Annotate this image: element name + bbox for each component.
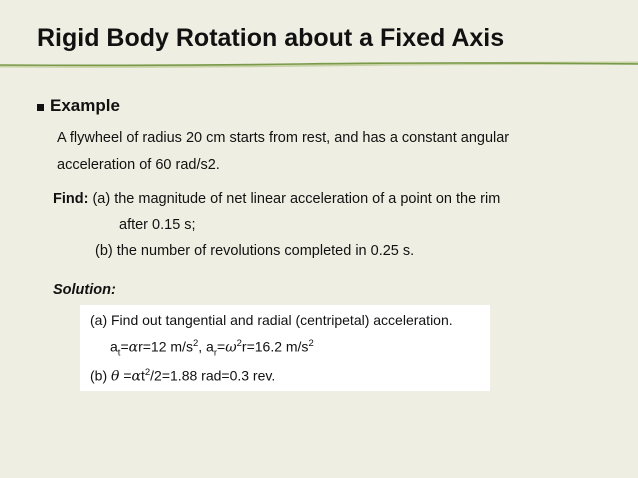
solution-box xyxy=(80,305,490,391)
ar-equals: = xyxy=(217,338,226,355)
find-part-a: (a) the magnitude of net linear acceleration of a point on the rim xyxy=(88,191,501,207)
example-heading: Example xyxy=(50,96,120,115)
find-block xyxy=(53,186,500,264)
theta-result: /2=1.88 rad=0.3 rev. xyxy=(150,367,276,384)
equation-separator: , xyxy=(198,338,207,355)
part-b-label: (b) xyxy=(90,367,111,384)
ar-symbol: a xyxy=(206,338,214,355)
solution-line-a: (a) Find out tangential and radial (centripetal) acceleration. xyxy=(90,312,453,328)
ar-exponent: 2 xyxy=(308,338,314,349)
omega-exponent: 2 xyxy=(236,338,242,349)
theta-symbol: θ xyxy=(111,368,120,385)
find-line-2: after 0.15 s; xyxy=(119,217,196,233)
find-label: Find: xyxy=(53,191,89,207)
ar-subscript: r xyxy=(213,347,217,359)
problem-statement xyxy=(57,125,617,179)
find-part-b: (b) the number of revolutions completed in 0.25 s. xyxy=(95,243,415,259)
ar-value: r=16.2 m/s xyxy=(241,338,309,355)
problem-line-2: acceleration of 60 rad/s2. xyxy=(57,157,220,173)
time-symbol: t xyxy=(140,367,145,384)
at-symbol: a xyxy=(110,338,118,355)
at-exponent: 2 xyxy=(192,338,199,349)
at-equals: = xyxy=(120,338,129,355)
slide-title: Rigid Body Rotation about a Fixed Axis xyxy=(37,24,505,52)
title-divider xyxy=(0,58,638,72)
solution-equations xyxy=(110,338,314,358)
solution-label: Solution: xyxy=(53,282,116,298)
solution-line-b xyxy=(90,367,275,385)
problem-line-1: A flywheel of radius 20 cm starts from rest, and has a constant angular xyxy=(57,130,510,146)
square-bullet-icon xyxy=(37,104,44,111)
alpha-symbol-2: α xyxy=(131,368,141,385)
example-bullet xyxy=(37,96,120,116)
find-line-1 xyxy=(53,186,500,212)
at-value: r=12 m/s xyxy=(138,338,193,355)
omega-symbol: ω xyxy=(225,339,237,356)
alpha-symbol: α xyxy=(128,339,139,356)
time-exponent: 2 xyxy=(144,367,151,378)
theta-equals: = xyxy=(119,367,132,384)
at-subscript: t xyxy=(117,347,121,359)
